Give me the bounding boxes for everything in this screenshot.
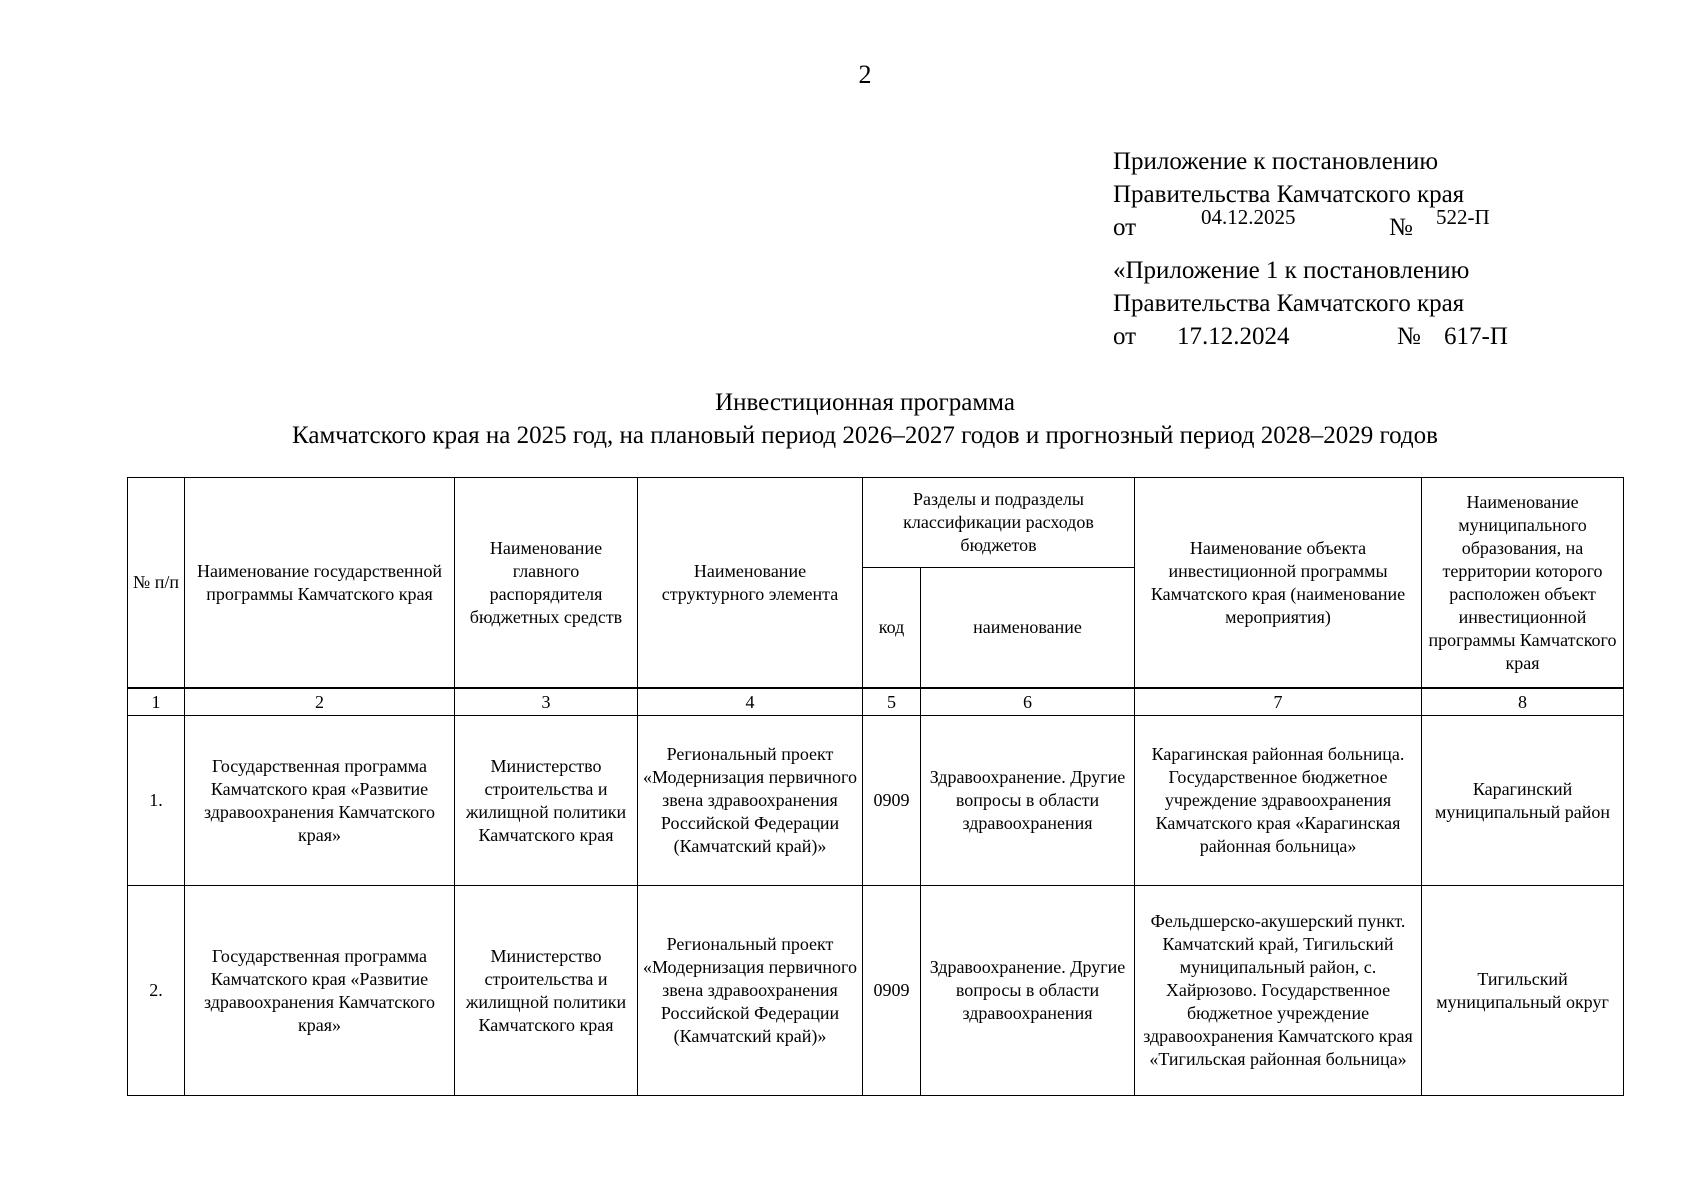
row-municipality: Тигильский муниципальный округ bbox=[1422, 886, 1624, 1096]
appendix-ot-label: от bbox=[1113, 214, 1137, 241]
appendix-date: 04.12.2025 bbox=[1201, 205, 1296, 229]
table-row bbox=[128, 886, 1624, 1096]
title-line-1: Инвестиционная программа bbox=[715, 389, 1015, 416]
page-number: 2 bbox=[858, 60, 872, 89]
appendix-block bbox=[1113, 145, 1533, 353]
column-number: 4 bbox=[638, 689, 863, 716]
header-distributor: Наименование главного распорядителя бюджетных средств bbox=[455, 478, 638, 688]
column-number: 7 bbox=[1135, 689, 1422, 716]
row-element: Региональный проект «Модернизация первичного звена здравоохранения Российской Федерации (Камчатский край)» bbox=[638, 886, 863, 1096]
row-program: Государственная программа Камчатского края «Развитие здравоохранения Камчатского края» bbox=[185, 886, 455, 1096]
prev-appendix-date-line bbox=[1113, 320, 1533, 353]
row-element: Региональный проект «Модернизация первичного звена здравоохранения Российской Федерации (Камчатский край)» bbox=[638, 716, 863, 886]
column-number: 8 bbox=[1422, 689, 1624, 716]
row-distributor: Министерство строительства и жилищной политики Камчатского края bbox=[455, 716, 638, 886]
appendix-date-line bbox=[1113, 205, 1533, 244]
investment-program-table bbox=[127, 477, 1624, 1096]
prev-appendix-date: 17.12.2024 bbox=[1177, 323, 1290, 350]
row-code: 0909 bbox=[863, 886, 921, 1096]
document-title bbox=[0, 386, 1697, 452]
column-number-row bbox=[128, 689, 1624, 716]
prev-appendix-line-2: Правительства Камчатского края bbox=[1113, 290, 1465, 317]
row-section-name: Здравоохранение. Другие вопросы в области здравоохранения bbox=[921, 886, 1135, 1096]
row-object: Карагинская районная больница. Государственное бюджетное учреждение здравоохранения Камчатского края «Карагинская районная больница» bbox=[1135, 716, 1422, 886]
prev-appendix-no-label: № bbox=[1397, 323, 1421, 350]
header-code: код bbox=[863, 568, 921, 688]
row-program: Государственная программа Камчатского края «Развитие здравоохранения Камчатского края» bbox=[185, 716, 455, 886]
appendix-no-label: № bbox=[1389, 214, 1413, 241]
appendix-line-1: Приложение к постановлению bbox=[1113, 148, 1439, 175]
row-object: Фельдшерско-акушерский пункт. Камчатский край, Тигильский муниципальный район, с. Хайрюзово. Государственное бюджетное учреждение здравоохранения Камчатского края «Тигильская районная больница» bbox=[1135, 886, 1422, 1096]
header-municipality: Наименование муниципального образования, на территории которого расположен объект инвестиционной программы Камчатского края bbox=[1422, 478, 1624, 688]
appendix-number: 522-П bbox=[1436, 205, 1490, 229]
row-municipality: Карагинский муниципальный район bbox=[1422, 716, 1624, 886]
prev-appendix-ot-label: от bbox=[1113, 323, 1137, 350]
column-number: 5 bbox=[863, 689, 921, 716]
row-code: 0909 bbox=[863, 716, 921, 886]
header-element: Наименование структурного элемента bbox=[638, 478, 863, 688]
header-num: № п/п bbox=[128, 478, 185, 688]
row-num: 2. bbox=[128, 886, 185, 1096]
row-distributor: Министерство строительства и жилищной политики Камчатского края bbox=[455, 886, 638, 1096]
header-name: наименование bbox=[921, 568, 1135, 688]
prev-appendix-line-1: «Приложение 1 к постановлению bbox=[1113, 257, 1470, 284]
column-number: 3 bbox=[455, 689, 638, 716]
header-program: Наименование государственной программы Камчатского края bbox=[185, 478, 455, 688]
column-number: 6 bbox=[921, 689, 1135, 716]
header-sections: Разделы и подразделы классификации расходов бюджетов bbox=[863, 478, 1135, 568]
column-number: 2 bbox=[185, 689, 455, 716]
header-object: Наименование объекта инвестиционной программы Камчатского края (наименование мероприятия) bbox=[1135, 478, 1422, 688]
appendix-line-2: Правительства Камчатского края bbox=[1113, 181, 1465, 208]
prev-appendix-number: 617-П bbox=[1444, 323, 1508, 350]
row-section-name: Здравоохранение. Другие вопросы в области здравоохранения bbox=[921, 716, 1135, 886]
column-number: 1 bbox=[128, 689, 185, 716]
table-row bbox=[128, 716, 1624, 886]
title-line-2: Камчатского края на 2025 год, на плановый период 2026–2027 годов и прогнозный период 2028–2029 годов bbox=[292, 422, 1438, 449]
row-num: 1. bbox=[128, 716, 185, 886]
